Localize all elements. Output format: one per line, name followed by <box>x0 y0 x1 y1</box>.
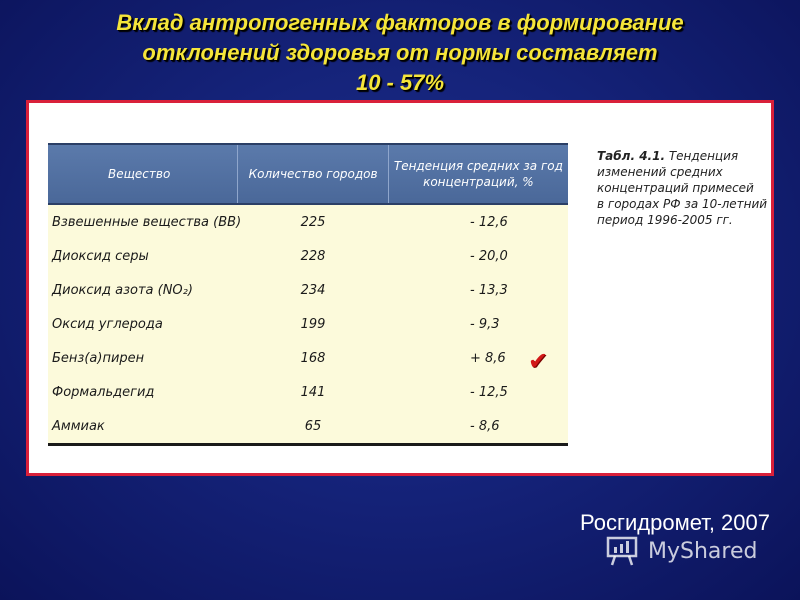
cell-cities: 141 <box>300 384 326 400</box>
watermark-logo <box>606 535 757 567</box>
pollutant-table <box>48 143 568 446</box>
cell-trend: - 9,3 <box>470 316 500 332</box>
table-row <box>48 273 568 307</box>
table-caption <box>597 148 777 228</box>
header-cities: Количество городов <box>237 145 388 203</box>
caption-text: Тенденция изменений средних концентраций примесей в городах РФ за 10-летний период 1996-2005 гг. <box>597 149 768 227</box>
table-frame <box>26 100 774 476</box>
title-line-1: Вклад антропогенных факторов в формирование <box>116 10 684 35</box>
checkmark-icon: ✔ <box>528 346 549 375</box>
table-row <box>48 341 568 375</box>
title-line-2: отклонений здоровья от нормы составляет <box>142 40 658 65</box>
table-row <box>48 375 568 409</box>
table-row <box>48 409 568 443</box>
cell-cities: 234 <box>300 282 326 298</box>
source-citation: Росгидромет, 2007 <box>580 510 770 535</box>
table-body <box>48 205 568 443</box>
title-line-3: 10 - 57% <box>355 70 445 95</box>
cell-substance: Бенз(а)пирен <box>52 350 145 366</box>
caption-label: Табл. 4.1. <box>597 149 666 163</box>
cell-trend: - 12,6 <box>470 214 508 230</box>
cell-trend: - 13,3 <box>470 282 508 298</box>
table-row <box>48 239 568 273</box>
table-row <box>48 307 568 341</box>
cell-trend: - 8,6 <box>470 418 500 434</box>
cell-trend: - 12,5 <box>470 384 508 400</box>
cell-cities: 199 <box>300 316 326 332</box>
cell-substance: Формальдегид <box>52 384 155 400</box>
cell-trend <box>388 346 568 375</box>
cell-cities: 225 <box>300 214 326 230</box>
watermark-text: MyShared <box>648 538 758 564</box>
cell-cities: 228 <box>300 248 326 264</box>
cell-trend-value: + 8,6 <box>470 350 506 366</box>
presentation-icon <box>606 535 642 567</box>
cell-substance: Оксид углерода <box>52 316 163 332</box>
header-trend: Тенденция средних за год концентраций, % <box>393 159 563 189</box>
cell-cities: 65 <box>304 418 322 434</box>
cell-trend: - 20,0 <box>470 248 508 264</box>
table-row <box>48 205 568 239</box>
cell-substance: Аммиак <box>52 418 105 434</box>
cell-substance: Диоксид азота (NO₂) <box>52 282 193 298</box>
table-header <box>48 143 568 205</box>
cell-substance: Взвешенные вещества (ВВ) <box>52 214 242 230</box>
header-substance: Вещество <box>108 167 171 181</box>
cell-substance: Диоксид серы <box>52 248 149 264</box>
cell-cities: 168 <box>300 350 326 366</box>
slide-title <box>20 8 780 98</box>
